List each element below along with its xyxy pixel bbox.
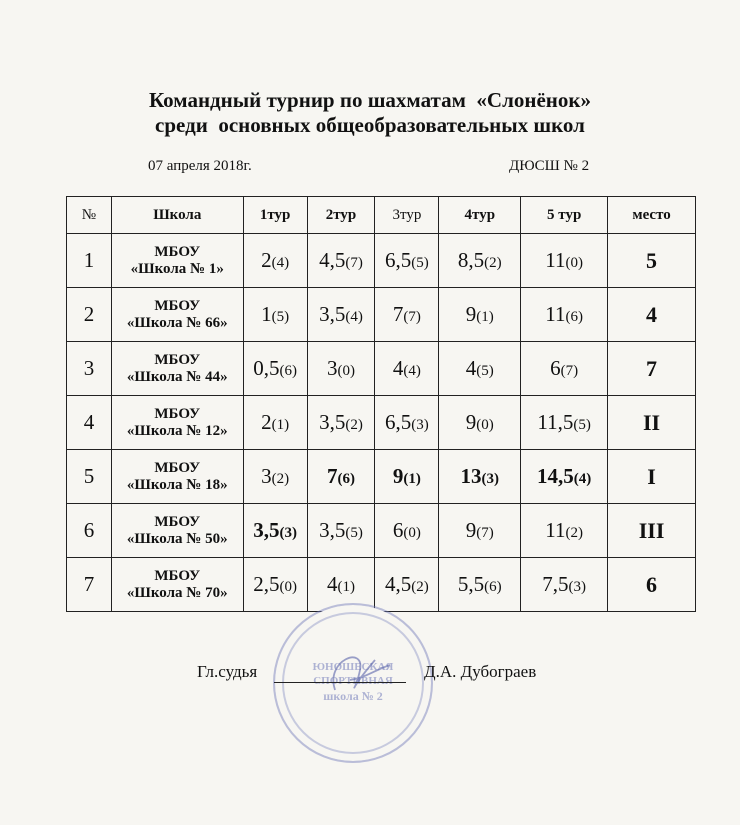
round-score (521, 342, 608, 396)
school-type: МБОУ (154, 297, 201, 314)
score-value: 2 (261, 248, 272, 272)
place-cell: III (608, 504, 696, 558)
round-points: (0) (279, 579, 297, 595)
round-score (375, 288, 439, 342)
round-score (439, 288, 521, 342)
school-name: «Школа № 44» (126, 368, 228, 385)
round-score (375, 504, 439, 558)
place-cell: 6 (608, 558, 696, 612)
school-name: «Школа № 1» (130, 260, 224, 277)
table-row (67, 234, 696, 288)
score-value: 7 (327, 464, 338, 488)
round-score (439, 396, 521, 450)
title-line-1: Командный турнир по шахматам «Слонёнок» (149, 88, 591, 112)
score-value: 9 (465, 410, 477, 434)
table-row (67, 558, 696, 612)
round-points: (1) (271, 417, 290, 433)
round-points: (0) (403, 525, 421, 541)
signature-flourish (305, 640, 405, 700)
round-points: (1) (403, 471, 421, 487)
document-title (0, 88, 740, 138)
round-points: (4) (573, 471, 592, 487)
score-value: 3,5 (319, 302, 346, 326)
round-score (307, 234, 375, 288)
place-cell: 5 (608, 234, 696, 288)
score-value: 11 (545, 302, 566, 326)
round-points: (6) (337, 471, 355, 487)
round-score (375, 234, 439, 288)
team-number: 4 (67, 396, 112, 450)
header-cell: 4тур (439, 197, 521, 234)
score-value: 4,5 (319, 248, 346, 272)
score-value: 3,5 (319, 410, 346, 434)
round-points: (0) (476, 417, 494, 433)
round-points: (5) (345, 525, 363, 541)
round-score (307, 342, 375, 396)
score-value: 4 (465, 356, 477, 380)
round-points: (2) (271, 471, 290, 487)
round-points: (3) (279, 525, 297, 541)
round-score (521, 558, 608, 612)
round-score (439, 342, 521, 396)
score-value: 4 (327, 572, 338, 596)
school-type: МБОУ (154, 459, 201, 476)
judge-name: Д.А. Дубограев (424, 662, 537, 681)
score-value: 0,5 (253, 356, 280, 380)
round-points: (2) (565, 525, 584, 541)
round-score (521, 450, 608, 504)
round-score (243, 342, 307, 396)
school-type: МБОУ (154, 405, 201, 422)
header-cell: место (608, 197, 696, 234)
round-score (521, 288, 608, 342)
school-cell (111, 288, 243, 342)
round-points: (2) (411, 579, 429, 595)
table-row (67, 288, 696, 342)
team-number: 3 (67, 342, 112, 396)
round-score (375, 558, 439, 612)
round-points: (2) (345, 417, 363, 433)
score-value: 2,5 (253, 572, 280, 596)
round-score (521, 396, 608, 450)
score-value: 3 (261, 464, 272, 488)
team-number: 2 (67, 288, 112, 342)
score-value: 13 (460, 464, 482, 488)
table-row (67, 504, 696, 558)
score-value: 6 (392, 518, 404, 542)
round-points: (5) (271, 309, 290, 325)
round-score (439, 504, 521, 558)
table-row (67, 450, 696, 504)
school-cell (111, 396, 243, 450)
score-value: 7 (392, 302, 404, 326)
round-score (243, 450, 307, 504)
round-points: (1) (476, 309, 494, 325)
score-value: 5,5 (457, 572, 485, 596)
round-score (307, 396, 375, 450)
title-line-2: среди основных общеобразовательных школ (155, 113, 585, 137)
round-points: (4) (271, 255, 290, 271)
round-score (439, 450, 521, 504)
round-score (307, 288, 375, 342)
school-cell (111, 234, 243, 288)
round-score (375, 450, 439, 504)
signature-line (274, 682, 406, 683)
table-row (67, 342, 696, 396)
round-score (243, 504, 307, 558)
results-table (66, 196, 696, 612)
school-name: «Школа № 18» (126, 476, 228, 493)
score-value: 11 (545, 518, 566, 542)
school-type: МБОУ (154, 351, 201, 368)
round-points: (3) (411, 417, 429, 433)
round-points: (7) (560, 363, 579, 379)
round-points: (4) (403, 363, 421, 379)
header-cell: Школа (111, 197, 243, 234)
school-type: МБОУ (154, 567, 201, 584)
score-value: 9 (465, 302, 477, 326)
round-points: (3) (568, 579, 587, 595)
school-name: «Школа № 12» (126, 422, 228, 439)
date-text: 07 апреля 2018г. (148, 158, 252, 174)
school-name: «Школа № 50» (126, 530, 228, 547)
round-points: (7) (476, 525, 494, 541)
round-points: (3) (481, 471, 500, 487)
school-cell (111, 558, 243, 612)
school-type: МБОУ (154, 513, 201, 530)
round-points: (5) (476, 363, 494, 379)
school-cell (111, 504, 243, 558)
round-points: (5) (573, 417, 591, 433)
school-cell (111, 450, 243, 504)
organization-text: ДЮСШ № 2 (509, 158, 590, 174)
round-points: (6) (279, 363, 297, 379)
score-value: 11,5 (537, 410, 574, 434)
round-score (243, 396, 307, 450)
score-value: 4,5 (385, 572, 412, 596)
school-name: «Школа № 66» (126, 314, 228, 331)
round-points: (7) (403, 309, 421, 325)
round-score (307, 504, 375, 558)
team-number: 6 (67, 504, 112, 558)
round-points: (1) (337, 579, 355, 595)
round-points: (0) (565, 255, 584, 271)
header-cell: № (67, 197, 112, 234)
score-value: 9 (392, 464, 404, 488)
score-value: 6,5 (385, 248, 412, 272)
judge-role: Гл.судья (197, 662, 258, 681)
round-points: (0) (337, 363, 355, 379)
score-value: 4 (392, 356, 404, 380)
score-value: 6 (550, 356, 561, 380)
round-points: (6) (484, 579, 502, 595)
round-score (243, 288, 307, 342)
stamp-line-2: СПОРТИВНАЯ (313, 675, 393, 687)
school-type: МБОУ (154, 243, 201, 260)
score-value: 11 (545, 248, 566, 272)
round-points: (6) (565, 309, 584, 325)
header-row (67, 197, 696, 234)
place-cell: II (608, 396, 696, 450)
round-points: (7) (345, 255, 363, 271)
score-value: 2 (261, 410, 272, 434)
round-points: (5) (411, 255, 429, 271)
place-cell: 7 (608, 342, 696, 396)
round-score (439, 558, 521, 612)
round-points: (2) (484, 255, 502, 271)
table-row (67, 396, 696, 450)
stamp-line-3: школа № 2 (323, 689, 383, 703)
score-value: 8,5 (457, 248, 485, 272)
place-cell: 4 (608, 288, 696, 342)
round-score (439, 234, 521, 288)
header-cell: 1тур (243, 197, 307, 234)
score-value: 3,5 (319, 518, 346, 542)
score-value: 3 (327, 356, 338, 380)
round-score (243, 234, 307, 288)
score-value: 14,5 (537, 464, 574, 488)
stamp-line-1: ЮНОШЕСКАЯ (312, 661, 394, 673)
header-cell: 5 тур (521, 197, 608, 234)
score-value: 3,5 (253, 518, 280, 542)
team-number: 7 (67, 558, 112, 612)
team-number: 1 (67, 234, 112, 288)
header-cell: 3тур (375, 197, 439, 234)
team-number: 5 (67, 450, 112, 504)
round-score (375, 342, 439, 396)
school-cell (111, 342, 243, 396)
round-score (243, 558, 307, 612)
round-points: (4) (345, 309, 363, 325)
school-name: «Школа № 70» (126, 584, 228, 601)
score-value: 7,5 (542, 572, 569, 596)
place-cell: I (608, 450, 696, 504)
header-cell: 2тур (307, 197, 375, 234)
round-score (521, 234, 608, 288)
score-value: 6,5 (385, 410, 412, 434)
score-value: 9 (465, 518, 477, 542)
score-value: 1 (261, 302, 272, 326)
round-score (307, 450, 375, 504)
round-score (521, 504, 608, 558)
round-score (375, 396, 439, 450)
